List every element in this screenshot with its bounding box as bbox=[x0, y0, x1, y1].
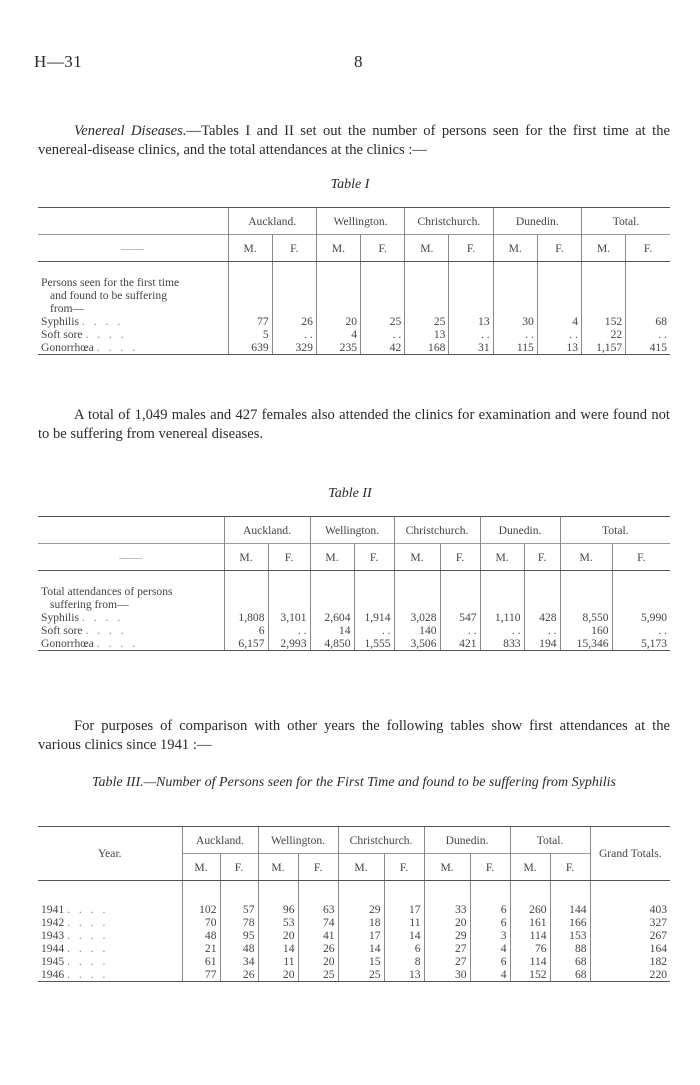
leader-dots: . . . . bbox=[67, 903, 109, 916]
table-cell: . . bbox=[537, 328, 581, 341]
table-cell: 5,990 bbox=[612, 611, 670, 624]
table1-clinic-wellington: Wellington. bbox=[316, 208, 404, 235]
table-cell: 95 bbox=[220, 929, 258, 942]
table-cell: 8,550 bbox=[560, 611, 612, 624]
table2-col-m: M. bbox=[394, 544, 440, 571]
table-cell-grand: 267 bbox=[590, 929, 670, 942]
table-cell: 1,157 bbox=[582, 341, 626, 355]
leader-dots: . . . . bbox=[81, 611, 124, 624]
table-cell: 6,157 bbox=[224, 637, 268, 651]
table-cell: 27 bbox=[424, 942, 470, 955]
row-year: 1941 bbox=[41, 903, 65, 916]
table3-clinic-christchurch: Christchurch. bbox=[338, 827, 424, 854]
table-cell: 11 bbox=[258, 955, 298, 968]
table-cell: 140 bbox=[394, 624, 440, 637]
table-cell: . . bbox=[272, 328, 316, 341]
table-cell: 2,604 bbox=[310, 611, 354, 624]
table1-section-label: Persons seen for the first time bbox=[41, 276, 180, 289]
leader-dots: . . . . bbox=[81, 315, 124, 328]
leader-dots: . . . . bbox=[67, 929, 109, 942]
table1-clinic-dunedin: Dunedin. bbox=[493, 208, 581, 235]
table3-col-m: M. bbox=[424, 854, 470, 881]
table-cell: 260 bbox=[510, 903, 550, 916]
table-cell: 166 bbox=[550, 916, 590, 929]
table-cell: 61 bbox=[182, 955, 220, 968]
table-cell: 15 bbox=[338, 955, 384, 968]
table1-col-m: M. bbox=[316, 235, 360, 262]
table1-section-label: from— bbox=[50, 302, 85, 315]
table2-col-m: M. bbox=[480, 544, 524, 571]
table-cell: 68 bbox=[550, 955, 590, 968]
table-cell: 70 bbox=[182, 916, 220, 929]
leader-dots: . . . . bbox=[67, 942, 109, 955]
intro-paragraph bbox=[38, 122, 670, 160]
table-cell: 14 bbox=[338, 942, 384, 955]
table2-stub-header bbox=[38, 517, 224, 544]
table-row bbox=[38, 341, 670, 355]
table-cell: 77 bbox=[228, 315, 272, 328]
table-cell: . . bbox=[612, 624, 670, 637]
table-cell: 26 bbox=[272, 315, 316, 328]
table-cell: 13 bbox=[449, 315, 493, 328]
row-label: Gonorrhœa bbox=[41, 637, 94, 650]
table-cell: 31 bbox=[449, 341, 493, 355]
table-cell: 13 bbox=[405, 328, 449, 341]
table-cell: 41 bbox=[298, 929, 338, 942]
table-cell: 20 bbox=[316, 315, 360, 328]
table2-col-f: F. bbox=[268, 544, 310, 571]
table2-col-f: F. bbox=[524, 544, 560, 571]
table2-clinic-auckland: Auckland. bbox=[224, 517, 310, 544]
table-cell: 114 bbox=[510, 955, 550, 968]
table-cell: 5,173 bbox=[612, 637, 670, 651]
table-cell: 8 bbox=[384, 955, 424, 968]
table-cell: 6 bbox=[384, 942, 424, 955]
table-cell: 114 bbox=[510, 929, 550, 942]
table-cell: 6 bbox=[470, 916, 510, 929]
table-cell: 25 bbox=[361, 315, 405, 328]
table-cell: 833 bbox=[480, 637, 524, 651]
table1-col-f: F. bbox=[449, 235, 493, 262]
table2-col-m: M. bbox=[560, 544, 612, 571]
table-cell: 6 bbox=[470, 955, 510, 968]
table-cell: 415 bbox=[626, 341, 670, 355]
comparison-paragraph: For purposes of comparison with other years the following tables show first attendances at the various clinics since 1941 :— bbox=[38, 718, 670, 753]
table-cell: 30 bbox=[424, 968, 470, 982]
table-cell: 1,555 bbox=[354, 637, 394, 651]
leader-dots: . . . . bbox=[96, 341, 139, 354]
intro-lead: Venereal Diseases. bbox=[74, 123, 187, 139]
table-cell: 48 bbox=[182, 929, 220, 942]
table-cell: 42 bbox=[361, 341, 405, 355]
table3-col-f: F. bbox=[298, 854, 338, 881]
table-cell: 74 bbox=[298, 916, 338, 929]
table1-stub-header bbox=[38, 208, 228, 235]
table-cell: 4 bbox=[470, 968, 510, 982]
table-cell: 33 bbox=[424, 903, 470, 916]
table2-col-m: M. bbox=[310, 544, 354, 571]
table-cell-grand: 182 bbox=[590, 955, 670, 968]
table1-stub-dash: —— bbox=[38, 235, 228, 262]
table-cell: 15,346 bbox=[560, 637, 612, 651]
table-cell: 115 bbox=[493, 341, 537, 355]
table-row bbox=[38, 611, 670, 624]
table-cell: 27 bbox=[424, 955, 470, 968]
table-cell-grand: 327 bbox=[590, 916, 670, 929]
table-cell: . . bbox=[524, 624, 560, 637]
table-cell: 3,028 bbox=[394, 611, 440, 624]
table-cell: 20 bbox=[424, 916, 470, 929]
table1-col-m: M. bbox=[582, 235, 626, 262]
row-year: 1942 bbox=[41, 916, 65, 929]
intro-text: —Tables I and II set out the number of persons seen for the first time at the venereal-disease clinics, and the total attendances at the clinics :— bbox=[38, 123, 670, 158]
table-cell: 235 bbox=[316, 341, 360, 355]
table-cell-grand: 403 bbox=[590, 903, 670, 916]
table1-col-f: F. bbox=[626, 235, 670, 262]
table-cell: 14 bbox=[258, 942, 298, 955]
table2-section-label: suffering from— bbox=[50, 598, 129, 611]
table2-col-m: M. bbox=[224, 544, 268, 571]
table3-clinic-wellington: Wellington. bbox=[258, 827, 338, 854]
table-cell: 14 bbox=[384, 929, 424, 942]
table-cell: 13 bbox=[537, 341, 581, 355]
table-cell: 96 bbox=[258, 903, 298, 916]
leader-dots: . . . . bbox=[67, 968, 109, 981]
table-cell: 29 bbox=[424, 929, 470, 942]
row-label: Syphilis bbox=[41, 315, 80, 328]
table-cell: 4 bbox=[316, 328, 360, 341]
table-cell: 4 bbox=[470, 942, 510, 955]
table-row bbox=[38, 929, 670, 942]
table2-clinic-total: Total. bbox=[560, 517, 670, 544]
table-2 bbox=[38, 516, 670, 651]
table-cell: . . bbox=[626, 328, 670, 341]
table1-clinic-total: Total. bbox=[582, 208, 671, 235]
page-number: 8 bbox=[354, 52, 363, 71]
examination-paragraph: A total of 1,049 males and 427 females also attended the clinics for examination and were found not to be suffering from venereal diseases. bbox=[38, 407, 670, 442]
table-cell-grand: 220 bbox=[590, 968, 670, 982]
table-cell: 30 bbox=[493, 315, 537, 328]
table-cell: 547 bbox=[440, 611, 480, 624]
table-cell: . . bbox=[480, 624, 524, 637]
table-cell: . . bbox=[361, 328, 405, 341]
table-row bbox=[38, 955, 670, 968]
table-cell: 2,993 bbox=[268, 637, 310, 651]
table-cell: 329 bbox=[272, 341, 316, 355]
table-cell: 14 bbox=[310, 624, 354, 637]
table-cell: 57 bbox=[220, 903, 258, 916]
table-cell: 4 bbox=[537, 315, 581, 328]
table-cell: 48 bbox=[220, 942, 258, 955]
table-cell: 421 bbox=[440, 637, 480, 651]
table-cell: 22 bbox=[582, 328, 626, 341]
table-cell: 6 bbox=[470, 903, 510, 916]
table-row bbox=[38, 315, 670, 328]
table-cell: 639 bbox=[228, 341, 272, 355]
table3-col-f: F. bbox=[220, 854, 258, 881]
table-cell: 21 bbox=[182, 942, 220, 955]
table3-col-f: F. bbox=[384, 854, 424, 881]
table2-col-f: F. bbox=[612, 544, 670, 571]
row-year: 1943 bbox=[41, 929, 65, 942]
row-year: 1944 bbox=[41, 942, 65, 955]
table-cell: 13 bbox=[384, 968, 424, 982]
table1-clinic-christchurch: Christchurch. bbox=[405, 208, 493, 235]
table-row bbox=[38, 328, 670, 341]
table-cell: 25 bbox=[298, 968, 338, 982]
table1-section-label: and found to be suffering bbox=[50, 289, 167, 302]
table-cell: 25 bbox=[338, 968, 384, 982]
table-cell: 68 bbox=[550, 968, 590, 982]
table-cell: 20 bbox=[258, 929, 298, 942]
table3-col-m: M. bbox=[258, 854, 298, 881]
table-cell: 11 bbox=[384, 916, 424, 929]
table2-stub-dash: —— bbox=[38, 544, 224, 571]
leader-dots: . . . . bbox=[67, 955, 109, 968]
table-cell: 18 bbox=[338, 916, 384, 929]
table-cell: 77 bbox=[182, 968, 220, 982]
table-cell: 153 bbox=[550, 929, 590, 942]
table-1 bbox=[38, 207, 670, 355]
row-label: Soft sore bbox=[41, 624, 83, 637]
table3-grand-header: Grand Totals. bbox=[590, 827, 670, 881]
page-header bbox=[34, 52, 670, 76]
table-cell: . . bbox=[440, 624, 480, 637]
table-cell: 3 bbox=[470, 929, 510, 942]
leader-dots: . . . . bbox=[96, 637, 139, 650]
row-year: 1945 bbox=[41, 955, 65, 968]
table-cell: 78 bbox=[220, 916, 258, 929]
table-cell: 161 bbox=[510, 916, 550, 929]
table-cell: 34 bbox=[220, 955, 258, 968]
leader-dots: . . . . bbox=[85, 328, 127, 341]
table3-col-m: M. bbox=[510, 854, 550, 881]
table1-col-f: F. bbox=[537, 235, 581, 262]
table-cell: 26 bbox=[220, 968, 258, 982]
table2-clinic-christchurch: Christchurch. bbox=[394, 517, 480, 544]
table-cell: 3,506 bbox=[394, 637, 440, 651]
table3-clinic-auckland: Auckland. bbox=[182, 827, 258, 854]
table-row bbox=[38, 903, 670, 916]
table-cell: 20 bbox=[258, 968, 298, 982]
table-cell: 63 bbox=[298, 903, 338, 916]
row-label: Syphilis bbox=[41, 611, 80, 624]
table-cell: 76 bbox=[510, 942, 550, 955]
table1-col-m: M. bbox=[228, 235, 272, 262]
table2-col-f: F. bbox=[440, 544, 480, 571]
table2-clinic-wellington: Wellington. bbox=[310, 517, 394, 544]
table1-col-m: M. bbox=[493, 235, 537, 262]
table-cell: . . bbox=[449, 328, 493, 341]
table-cell: 1,110 bbox=[480, 611, 524, 624]
leader-dots: . . . . bbox=[85, 624, 127, 637]
table-cell: 29 bbox=[338, 903, 384, 916]
table-cell: . . bbox=[354, 624, 394, 637]
table-row bbox=[38, 916, 670, 929]
leader-dots: . . . . bbox=[67, 916, 109, 929]
table-cell: 194 bbox=[524, 637, 560, 651]
table-cell: 6 bbox=[224, 624, 268, 637]
table-cell: . . bbox=[268, 624, 310, 637]
table1-col-f: F. bbox=[272, 235, 316, 262]
table-cell: 428 bbox=[524, 611, 560, 624]
page-reference: H—31 bbox=[34, 52, 83, 71]
table2-caption: Table II bbox=[328, 486, 372, 501]
table-cell: 20 bbox=[298, 955, 338, 968]
table3-col-m: M. bbox=[182, 854, 220, 881]
table-cell: 144 bbox=[550, 903, 590, 916]
table-cell: 88 bbox=[550, 942, 590, 955]
table3-col-f: F. bbox=[470, 854, 510, 881]
table3-clinic-total: Total. bbox=[510, 827, 590, 854]
row-year: 1946 bbox=[41, 968, 65, 981]
table3-clinic-dunedin: Dunedin. bbox=[424, 827, 510, 854]
table3-year-header: Year. bbox=[38, 827, 182, 881]
table-cell: 102 bbox=[182, 903, 220, 916]
table-cell: 152 bbox=[582, 315, 626, 328]
table-cell-grand: 164 bbox=[590, 942, 670, 955]
table2-col-f: F. bbox=[354, 544, 394, 571]
table3-col-f: F. bbox=[550, 854, 590, 881]
table-row bbox=[38, 968, 670, 982]
table-cell: 1,808 bbox=[224, 611, 268, 624]
table-cell: 53 bbox=[258, 916, 298, 929]
table-cell: 26 bbox=[298, 942, 338, 955]
table1-caption: Table I bbox=[330, 177, 370, 192]
table-row bbox=[38, 624, 670, 637]
table-cell: 1,914 bbox=[354, 611, 394, 624]
table2-section-label: Total attendances of persons bbox=[41, 585, 173, 598]
table-cell: 68 bbox=[626, 315, 670, 328]
table-3 bbox=[38, 826, 670, 982]
table-cell: 168 bbox=[405, 341, 449, 355]
table-row bbox=[38, 942, 670, 955]
table1-col-m: M. bbox=[405, 235, 449, 262]
table3-col-m: M. bbox=[338, 854, 384, 881]
table1-col-f: F. bbox=[361, 235, 405, 262]
table3-caption: Table III.—Number of Persons seen for the First Time and found to be suffering from Syphilis bbox=[92, 775, 616, 790]
table-row bbox=[38, 637, 670, 651]
table-cell: 17 bbox=[338, 929, 384, 942]
table-cell: 5 bbox=[228, 328, 272, 341]
table-cell: 17 bbox=[384, 903, 424, 916]
table-cell: 3,101 bbox=[268, 611, 310, 624]
table-cell: 152 bbox=[510, 968, 550, 982]
table-cell: 25 bbox=[405, 315, 449, 328]
row-label: Soft sore bbox=[41, 328, 83, 341]
table-cell: . . bbox=[493, 328, 537, 341]
table2-clinic-dunedin: Dunedin. bbox=[480, 517, 560, 544]
table-cell: 160 bbox=[560, 624, 612, 637]
table1-clinic-auckland: Auckland. bbox=[228, 208, 316, 235]
table-cell: 4,850 bbox=[310, 637, 354, 651]
row-label: Gonorrhœa bbox=[41, 341, 94, 354]
